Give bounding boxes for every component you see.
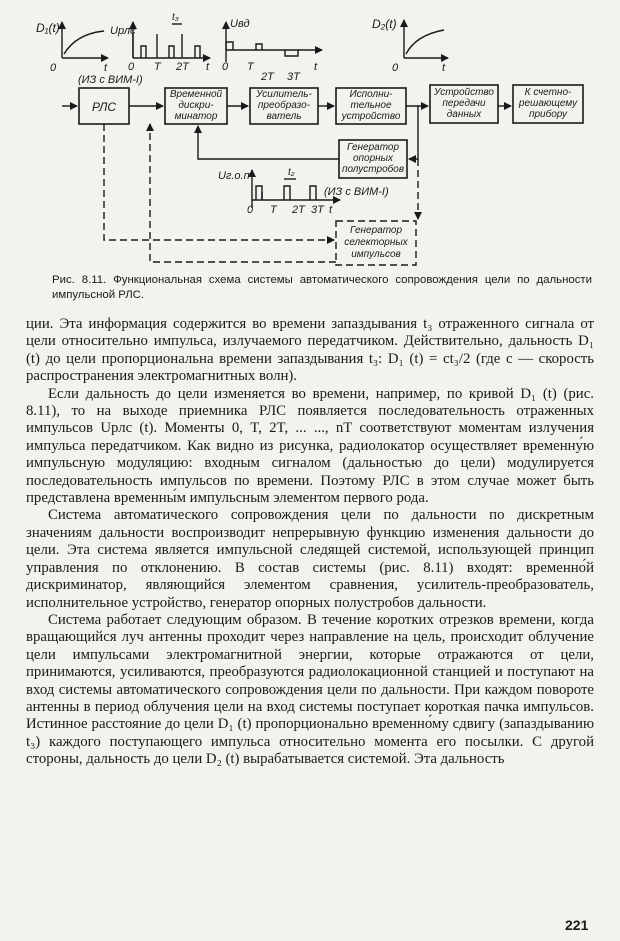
d1-t-label: t (104, 62, 108, 74)
rls-label: РЛС (91, 100, 117, 114)
paragraph-3: Система автоматического сопровождения цели по дальности по дискретным значениям дальности воспроизводит непрерывную функцию изменения дальности до цели. Эта система является импульсной следящей системой, использующей принцип управления по отклонению. В состав системы (рис. 8.11) входят: временно́й дискриминатор, являющийся элементом сравнения, усилитель-преобразователь, исполнительное устройство, генератор опорных полустробов дальности. (26, 507, 594, 611)
svg-text:Устройство: Устройство (434, 87, 494, 98)
d1-axis-label: D₁(t) (36, 21, 60, 35)
svg-text:Генератор: Генератор (349, 225, 403, 236)
d2-axis-label: D₂(t) (372, 17, 397, 31)
svg-text:селекторных: селекторных (344, 237, 408, 248)
svg-text:импульсов: импульсов (351, 249, 401, 260)
svg-text:тельное: тельное (350, 100, 392, 111)
urls-tick-1: T (154, 61, 161, 73)
urls-tick-3: t (206, 61, 210, 73)
page-number: 221 (565, 917, 589, 933)
urls-tick-2: 2T (176, 61, 189, 73)
svg-text:Усилитель-: Усилитель- (256, 89, 312, 100)
svg-text:опорных: опорных (352, 153, 394, 164)
svg-text:дискри-: дискри- (178, 100, 214, 111)
graph-urls (110, 12, 210, 73)
functional-diagram (0, 0, 620, 275)
connections (62, 106, 511, 262)
d1-origin: 0 (50, 62, 57, 74)
paragraph-2: Если дальность до цели изменяется во времени, например, по кривой D₁ (t) (рис. 8.11), то на выходе приемника РЛС появляется последовательность отраженных импульсов Uрлс (t). Моменты 0, T, 2T, ... ..., nT соответствуют моментам излучения импульса передатчиком. Как видно из рисунка, радиолокатор осуществляет временну́ю импульсную модуляцию: входным сигналом (дальностью до цели) модулируется последовательность импульсов по времени. Поэтому РЛС в этом случае может быть представлена временны́м импульсным элементом первого рода. (26, 385, 594, 507)
block-sel-generator (336, 221, 416, 265)
uvd-axis-label: Uвд (230, 18, 250, 30)
svg-text:устройство: устройство (341, 111, 401, 122)
urls-tick-0: 0 (128, 61, 135, 73)
t2-label: t₂ (288, 167, 295, 178)
block-rls (79, 88, 129, 124)
figure-caption: Рис. 8.11. Функциональная схема системы автоматического сопровождения цели по дальности импульсной РЛС. (52, 274, 592, 301)
svg-text:полустробов: полустробов (341, 164, 405, 175)
svg-text:прибору: прибору (528, 109, 568, 120)
svg-text:решающему: решающему (518, 98, 578, 109)
block-ref-generator (339, 140, 407, 178)
t3-label: t₃ (172, 12, 179, 23)
uvd-tick-4: t (314, 61, 318, 73)
svg-text:Временной: Временной (169, 89, 223, 100)
svg-text:Исполни-: Исполни- (349, 89, 393, 100)
svg-text:t: t (329, 204, 333, 216)
vim-top-label: (ИЗ с ВИМ-I) (78, 74, 143, 86)
svg-text:Генератор: Генератор (346, 142, 400, 153)
urls-axis-label: Uрлс (110, 25, 136, 37)
graph-uvd (222, 18, 322, 83)
body-text (26, 316, 594, 769)
d2-origin: 0 (392, 62, 399, 74)
svg-text:передачи: передачи (442, 98, 486, 109)
svg-text:0: 0 (247, 204, 254, 216)
svg-text:ватель: ватель (266, 111, 302, 122)
uvd-tick-2: 2T (261, 71, 274, 83)
block-transmitter (430, 85, 498, 123)
svg-text:T: T (270, 204, 277, 216)
svg-text:3T: 3T (311, 204, 324, 216)
block-discriminator (165, 88, 227, 124)
svg-text:К счетно-: К счетно- (524, 87, 572, 98)
block-actuator (336, 88, 406, 124)
paragraph-1: ции. Эта информация содержится во времени запаздывания t₃ отраженного сигнала от цели относительно импульса, излучаемого передатчиком. Действительно, дальность D₁ (t) до цели пропорциональна времени запаздывания t₃: D₁ (t) = ct₃/2 (где c — скорость распространения электромагнитных волн). (26, 316, 594, 385)
d2-t-label: t (442, 62, 446, 74)
block-computer (513, 85, 583, 123)
uop-axis-label: Uг.о.п (218, 170, 250, 182)
svg-text:минатор: минатор (174, 111, 218, 122)
svg-text:данных: данных (446, 109, 482, 120)
uvd-tick-3: 3T (287, 71, 300, 83)
block-amplifier (250, 88, 318, 124)
graph-d2 (372, 17, 448, 74)
graph-d1 (36, 21, 108, 74)
svg-text:преобразо-: преобразо- (257, 100, 311, 111)
svg-text:2T: 2T (292, 204, 305, 216)
uvd-tick-0: 0 (222, 61, 229, 73)
paragraph-4: Система работает следующим образом. В течение коротких отрезков времени, когда вращающийся луч антенны проходит через направление на цель, происходит облучение цели импульсами электромагнитной энергии, которые отражаются от цели, принимаются, усиливаются, преобразуются радиолокационной станцией и поступают на вход системы автоматического сопровождения цели по дальности. При каждом повороте антенны в период облучения цели на вход системы поступает короткая пачка импульсов. Истинное расстояние до цели D₁ (t) пропорционально временно́му сдвигу (запаздыванию t₃) каждого поступающего импульса относительно момента его посылки. С другой стороны, дальность до цели D₂ (t) вырабатывается системой. Эта дальность (26, 611, 594, 768)
vim-bottom-label: (ИЗ с ВИМ-I) (324, 186, 389, 198)
uvd-tick-1: T (247, 61, 254, 73)
